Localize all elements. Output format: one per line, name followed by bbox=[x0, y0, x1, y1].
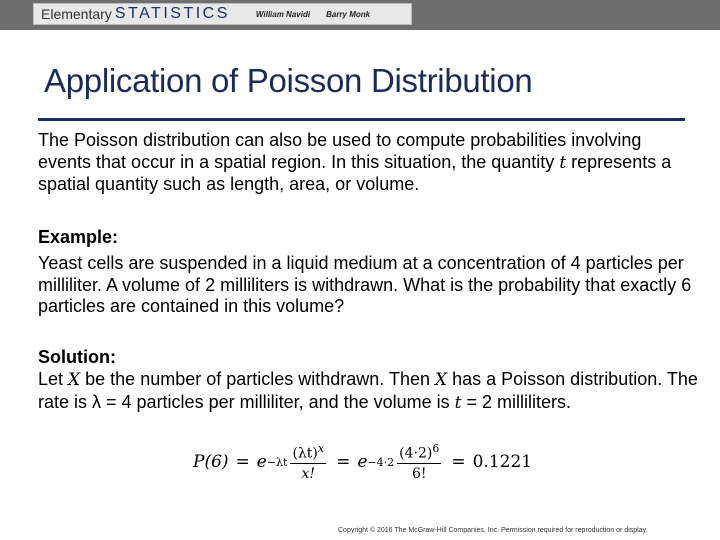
fraction-2-num-base: (4·2) bbox=[399, 445, 433, 462]
fraction-1-num-exp: x bbox=[317, 442, 325, 456]
fraction-2-num-exp: 6 bbox=[432, 442, 440, 456]
solution-paragraph bbox=[38, 369, 698, 414]
fraction-1-num-base: (λt) bbox=[292, 445, 318, 462]
solution-text-2: be the number of particles withdrawn. Then bbox=[80, 369, 435, 389]
solution-var-t: t bbox=[454, 392, 462, 413]
slide-title: Application of Poisson Distribution bbox=[44, 62, 533, 99]
fraction-2-denominator: 6! bbox=[411, 465, 427, 482]
intro-paragraph bbox=[38, 130, 698, 196]
fraction-1-denominator: x! bbox=[301, 465, 316, 482]
solution-text-3: has a Poisson distribution. The rate is λ = 4 particles per milliliter, and the volume is bbox=[38, 369, 698, 412]
header-bar bbox=[0, 0, 720, 30]
copyright-notice: Copyright © 2016 The McGraw-Hill Companies, Inc. Permission required for reproduction or display. bbox=[338, 527, 648, 534]
formula-eq-2: = bbox=[336, 452, 351, 472]
solution-var-x1: X bbox=[68, 370, 81, 390]
intro-var-t: t bbox=[559, 152, 567, 173]
formula-lhs: P(6) bbox=[193, 452, 229, 472]
brand-elementary: Elementary bbox=[41, 6, 112, 22]
poisson-formula bbox=[193, 440, 532, 484]
formula-exp-2: −4·2 bbox=[367, 455, 395, 469]
solution-heading: Solution: bbox=[38, 347, 116, 367]
example-paragraph: Yeast cells are suspended in a liquid medium at a concentration of 4 particles per milliliter. A volume of 2 milliliters is withdrawn. What is the probability that exactly 6 particles are contained in this volume? bbox=[38, 253, 692, 316]
formula-eq-1: = bbox=[235, 452, 250, 472]
formula-e-1: e bbox=[256, 452, 267, 472]
author-navidi: William Navidi bbox=[255, 9, 311, 19]
intro-text-1: The Poisson distribution can also be used to compute probabilities involving events that occur in a spatial region. In this situation, the quantity bbox=[38, 130, 642, 172]
brand-statistics: STATISTICS bbox=[114, 5, 230, 22]
title-underline bbox=[38, 118, 685, 121]
formula-e-2: e bbox=[357, 452, 368, 472]
formula-fraction-2 bbox=[397, 440, 441, 484]
formula-fraction-1 bbox=[290, 440, 326, 484]
author-monk: Barry Monk bbox=[326, 9, 371, 19]
solution-var-x2: X bbox=[435, 370, 448, 390]
formula-eq-3: = bbox=[451, 452, 466, 472]
fraction-1-numerator bbox=[290, 440, 326, 464]
solution-text-1: Let bbox=[38, 369, 69, 389]
intro-text-2: represents a spatial quantity such as length, area, or volume. bbox=[38, 151, 672, 194]
fraction-2-numerator bbox=[397, 440, 441, 464]
header-banner bbox=[33, 3, 412, 25]
solution-text-4: = 2 milliliters. bbox=[461, 391, 572, 412]
formula-result: 0.1221 bbox=[472, 452, 533, 472]
formula-exp-1: −λt bbox=[266, 455, 288, 469]
example-heading: Example: bbox=[38, 227, 119, 247]
